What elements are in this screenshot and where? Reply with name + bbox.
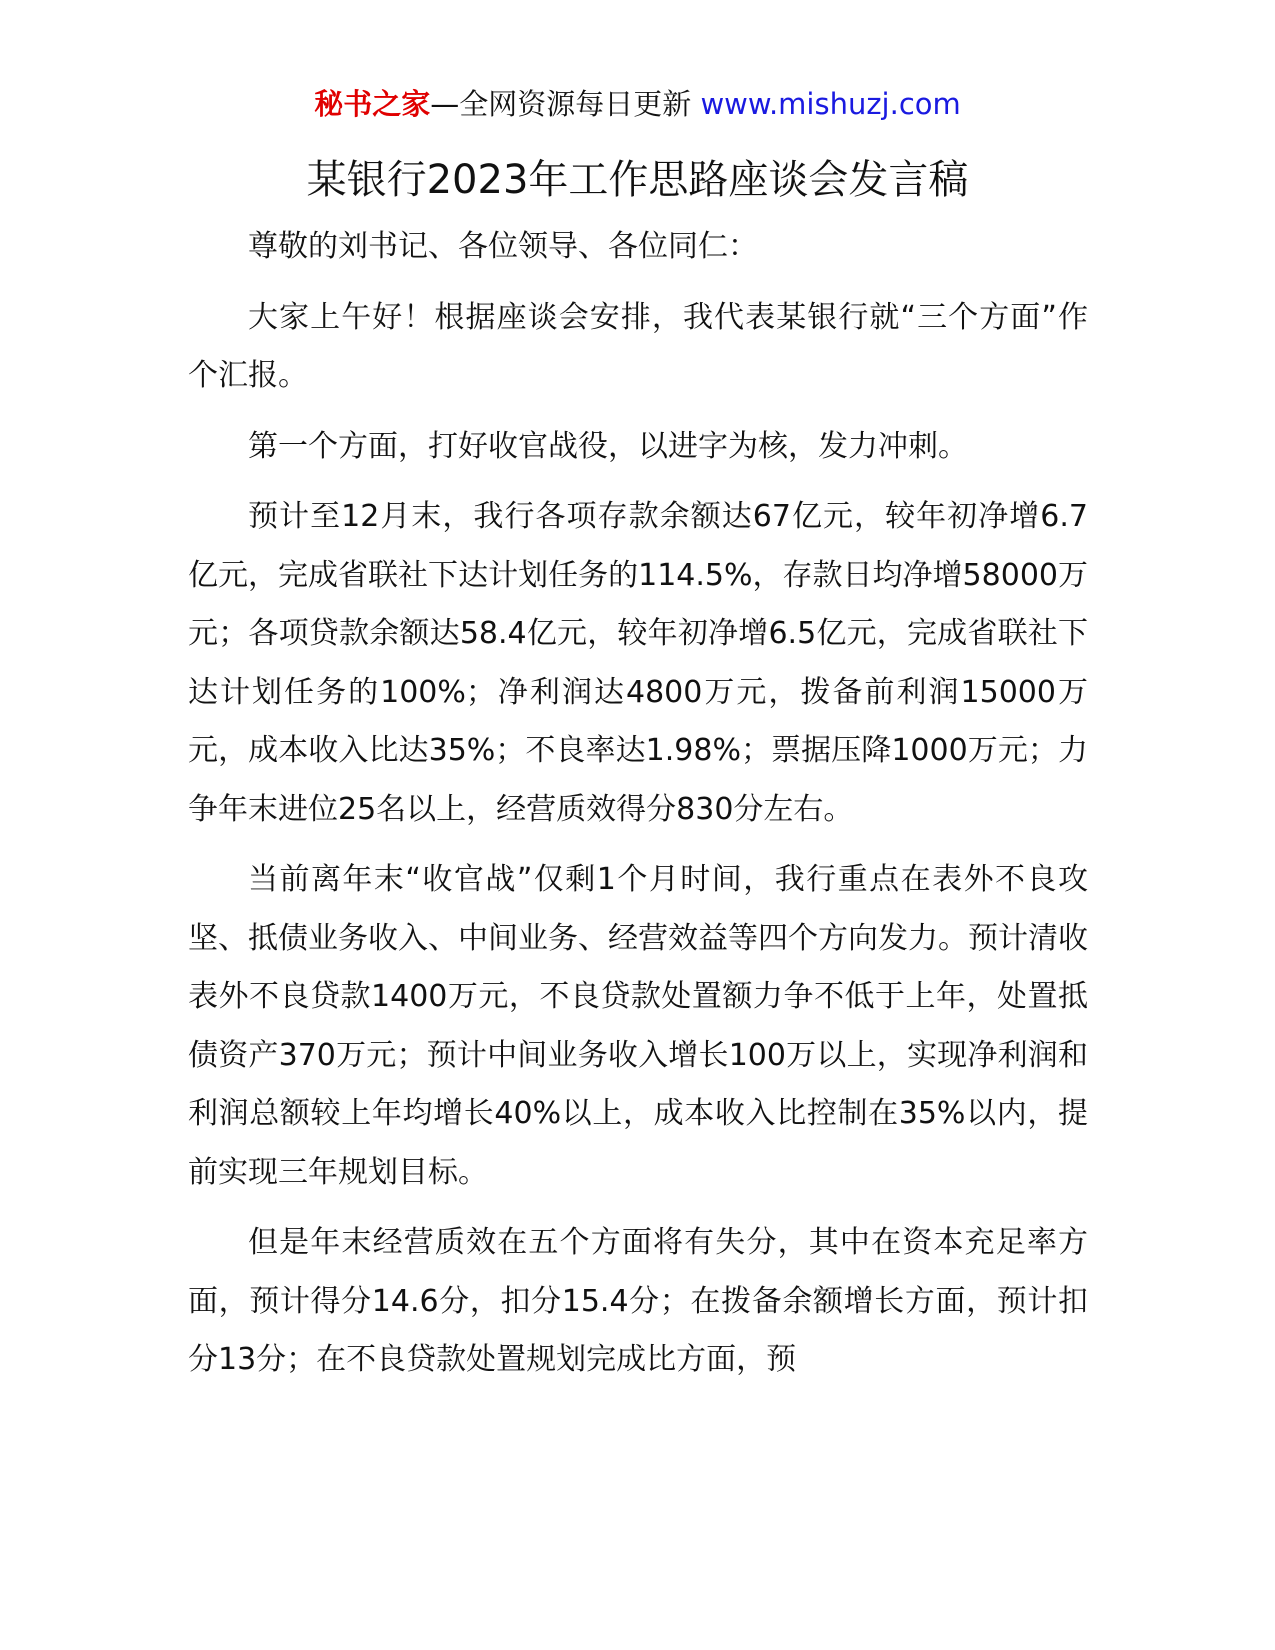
document-title: 某银行2023年工作思路座谈会发言稿 [306,157,969,203]
forecast-paragraph: 预计至12月末，我行各项存款余额达67亿元，较年初净增6.7亿元，完成省联社下达计划任务的114.5%，存款日均净增58000万元；各项贷款余额达58.4亿元，较年初净增6.5亿元，完成省联社下达计划任务的100%；净利润达4800万元，拨备前利润15000万元，成本收入比达35%；不良率达1.98%；票据压降1000万元；力争年末进位25名以上，经营质效得分830分左右。 [188,499,1088,827]
salutation-paragraph: 尊敬的刘书记、各位领导、各位同仁： [248,229,758,264]
header-tagline: —全网资源每日更新 [430,87,701,121]
site-header [0,84,1275,124]
document-body [188,218,1088,1402]
opening-paragraph: 大家上午好！根据座谈会安排，我代表某银行就“三个方面”作个汇报。 [188,299,1088,393]
brand-name: 秘书之家 [314,87,431,121]
section-one-heading: 第一个方面，打好收官战役，以进字为核，发力冲刺。 [248,428,968,464]
site-url[interactable]: www.mishuzj.com [700,87,961,121]
score-loss-paragraph: 但是年末经营质效在五个方面将有失分，其中在资本充足率方面，预计得分14.6分，扣分15.4分；在拨备余额增长方面，预计扣分13分；在不良贷款处置规划完成比方面，预 [188,1225,1088,1377]
year-end-focus-paragraph: 当前离年末“收官战”仅剩1个月时间，我行重点在表外不良攻坚、抵债业务收入、中间业务、经营效益等四个方向发力。预计清收表外不良贷款1400万元，不良贷款处置额力争不低于上年，处置抵债资产370万元；预计中间业务收入增长100万以上，实现净利润和利润总额较上年均增长40%以上，成本收入比控制在35%以内，提前实现三年规划目标。 [188,862,1088,1190]
